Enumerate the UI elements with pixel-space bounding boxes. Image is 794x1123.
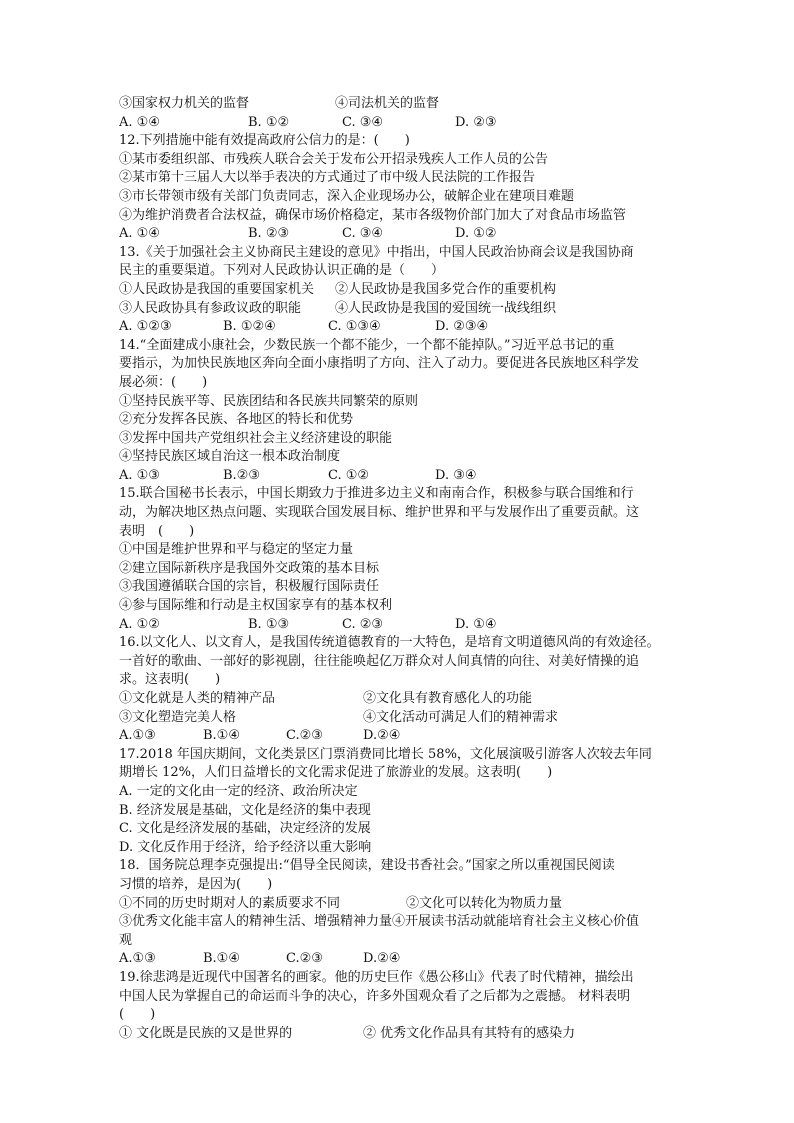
text-line: ②某市第十三届人大以举手表决的方式通过了市中级人民法院的工作报告 <box>119 170 536 186</box>
option-item: ④文化活动可满足人们的精神需求 <box>363 709 559 725</box>
option-item: D.②④ <box>363 951 401 967</box>
option-row <box>119 690 679 709</box>
option-item: C. ③④ <box>342 226 384 242</box>
option-item: C. ①③④ <box>328 319 381 335</box>
option-row <box>119 300 679 319</box>
text-line: ①坚持民族平等、民族团结和各民族共同繁荣的原则 <box>119 393 419 409</box>
option-row <box>119 114 679 133</box>
option-item: D. ①④ <box>455 616 497 632</box>
option-item: ①人民政协是我国的重要国家机关 <box>119 281 315 297</box>
option-item: ③文化塑造完美人格 <box>119 709 237 725</box>
text-line: C. 文化是经济发展的基础，决定经济的发展 <box>119 821 371 837</box>
option-item: C.②③ <box>286 728 323 744</box>
text-line: ②建立国际新秩序是我国外交政策的基本目标 <box>119 560 380 576</box>
option-item: B.②③ <box>223 467 260 483</box>
text-line: 期增长 12%，人们日益增长的文化需求促进了旅游业的发展。这表明( ) <box>119 765 553 781</box>
text-line: 13.《关于加强社会主义协商民主建设的意见》中指出，中国人民政治协商会议是我国协商 <box>119 244 634 260</box>
option-row <box>119 950 679 969</box>
option-row <box>119 281 679 300</box>
option-item: D. ③④ <box>435 467 477 483</box>
option-item: C.②③ <box>286 951 323 967</box>
option-item: A. ①③ <box>119 467 160 483</box>
option-row <box>119 1025 679 1044</box>
text-line: ④坚持民族区域自治这一根本政治制度 <box>119 449 341 465</box>
option-item: A. ①② <box>119 616 160 632</box>
option-item: ① 文化既是民族的又是世界的 <box>119 1025 293 1041</box>
text-line: 15.联合国秘书长表示，中国长期致力于推进多边主义和南南合作，积极参与联合国维和行 <box>119 486 634 502</box>
text-line: ③优秀文化能丰富人的精神生活、增强精神力量④开展读书活动就能培育社会主义核心价值 <box>119 914 640 930</box>
text-line: ③发挥中国共产党组织社会主义经济建设的职能 <box>119 430 393 446</box>
text-line: 展必须：( ) <box>119 374 208 390</box>
option-item: ②文化具有教育感化人的功能 <box>363 691 533 706</box>
option-item: B. ①③ <box>248 616 290 632</box>
option-item: ③国家权力机关的监督 <box>119 96 250 111</box>
text-line: ③我国遵循联合国的宗旨，积极履行国际责任 <box>119 579 380 595</box>
option-row <box>119 727 679 746</box>
option-row <box>119 895 679 914</box>
option-item: B. ①②④ <box>223 319 276 335</box>
text-line: 18．国务院总理李克强提出:“倡导全民阅读，建设书香社会。”国家之所以重视国民阅读 <box>119 858 615 874</box>
text-line: 14.“全面建成小康社会，少数民族一个都不能少，一个都不能掉队。”习近平总书记的重 <box>119 337 615 353</box>
option-item: A. ①④ <box>119 114 160 130</box>
option-row <box>119 225 679 244</box>
option-item: A. ①②③ <box>119 319 172 335</box>
option-item: D.②④ <box>363 728 401 744</box>
option-item: C. ①② <box>328 467 370 483</box>
text-line: ( ) <box>119 1007 156 1023</box>
option-item: A.①③ <box>119 728 156 744</box>
option-item: C. ③④ <box>342 114 384 130</box>
option-item: B.①④ <box>203 951 240 967</box>
text-line: ②充分发挥各民族、各地区的特长和优势 <box>119 412 354 428</box>
option-item: D. ②③ <box>455 114 497 130</box>
text-line: 民主的重要渠道。下列对人民政协认识正确的是（ ） <box>119 263 445 279</box>
text-line: ④参与国际维和行动是主权国家享有的基本权利 <box>119 598 393 614</box>
option-row <box>119 616 679 635</box>
text-line: D. 文化反作用于经济，给予经济以重大影响 <box>119 839 372 855</box>
option-item: ②文化可以转化为物质力量 <box>406 895 563 911</box>
option-item: ②人民政协是我国多党合作的重要机构 <box>335 281 557 297</box>
text-line: 表明 ( ) <box>119 523 195 539</box>
option-item: ①文化就是人类的精神产品 <box>119 691 276 706</box>
text-line: 12.下列措施中能有效提高政府公信力的是：( ) <box>119 133 410 149</box>
option-item: ② 优秀文化作品具有其特有的感染力 <box>363 1025 576 1041</box>
option-item: ④人民政协是我国的爱国统一战线组织 <box>335 300 557 316</box>
text-line: 观 <box>119 932 133 948</box>
text-line: ①某市委组织部、市残疾人联合会关于发布公开招录残疾人工作人员的公告 <box>119 151 549 167</box>
text-line: ①中国是维护世界和平与稳定的坚定力量 <box>119 542 354 558</box>
option-row <box>119 95 679 114</box>
option-item: D. ②③④ <box>435 319 489 335</box>
text-line: 习惯的培养，是因为( ) <box>119 876 273 892</box>
text-line: 中国人民为掌握自己的命运而斗争的决心，许多外国观众看了之后都为之震撼。 材料表明 <box>119 988 631 1004</box>
option-item: C. ②③ <box>342 616 384 632</box>
question-text-block <box>119 95 679 1043</box>
text-line: 一首好的歌曲、一部好的影视剧，往往能唤起亿万群众对人间真情的向往、对美好情操的追 <box>119 653 640 669</box>
option-item: A.①③ <box>119 951 156 967</box>
option-row <box>119 318 679 337</box>
option-item: B. ①② <box>248 114 290 130</box>
text-line: A. 一定的文化由一定的经济、政治所决定 <box>119 783 358 799</box>
option-item: ①不同的历史时期对人的素质要求不同 <box>119 895 341 911</box>
option-item: B.①④ <box>203 728 240 744</box>
option-item: A. ①④ <box>119 226 160 242</box>
option-item: ④司法机关的监督 <box>335 96 440 111</box>
text-line: 19.徐悲鸿是近现代中国著名的画家。他的历史巨作《愚公移山》代表了时代精神，描绘出 <box>119 969 634 985</box>
text-line: 求。这表明( ) <box>119 672 221 688</box>
option-row <box>119 467 679 486</box>
text-line: ③市长带领市级有关部门负责同志，深入企业现场办公，破解企业在建项目难题 <box>119 188 575 204</box>
text-line: 17.2018 年国庆期间，文化类景区门票消费同比增长 58%，文化展演吸引游客人次较去年同 <box>119 746 652 762</box>
text-line: 16.以文化人、以文育人，是我国传统道德教育的一大特色，是培育文明道德风尚的有效途径。 <box>119 635 660 651</box>
option-row <box>119 709 679 728</box>
option-item: B. ②③ <box>248 226 290 242</box>
text-line: ④为维护消费者合法权益，确保市场价格稳定，某市各级物价部门加大了对食品市场监管 <box>119 207 627 223</box>
text-line: 动，为解决地区热点问题、实现联合国发展目标、维护世界和平与发展作出了重要贡献。这 <box>119 505 640 521</box>
option-item: ③人民政协具有参政议政的职能 <box>119 300 302 316</box>
text-line: 要指示，为加快民族地区奔向全面小康指明了方向、注入了动力。要促进各民族地区科学发 <box>119 356 640 372</box>
text-line: B. 经济发展是基础，文化是经济的集中表现 <box>119 802 371 818</box>
option-item: D. ①② <box>455 226 497 242</box>
